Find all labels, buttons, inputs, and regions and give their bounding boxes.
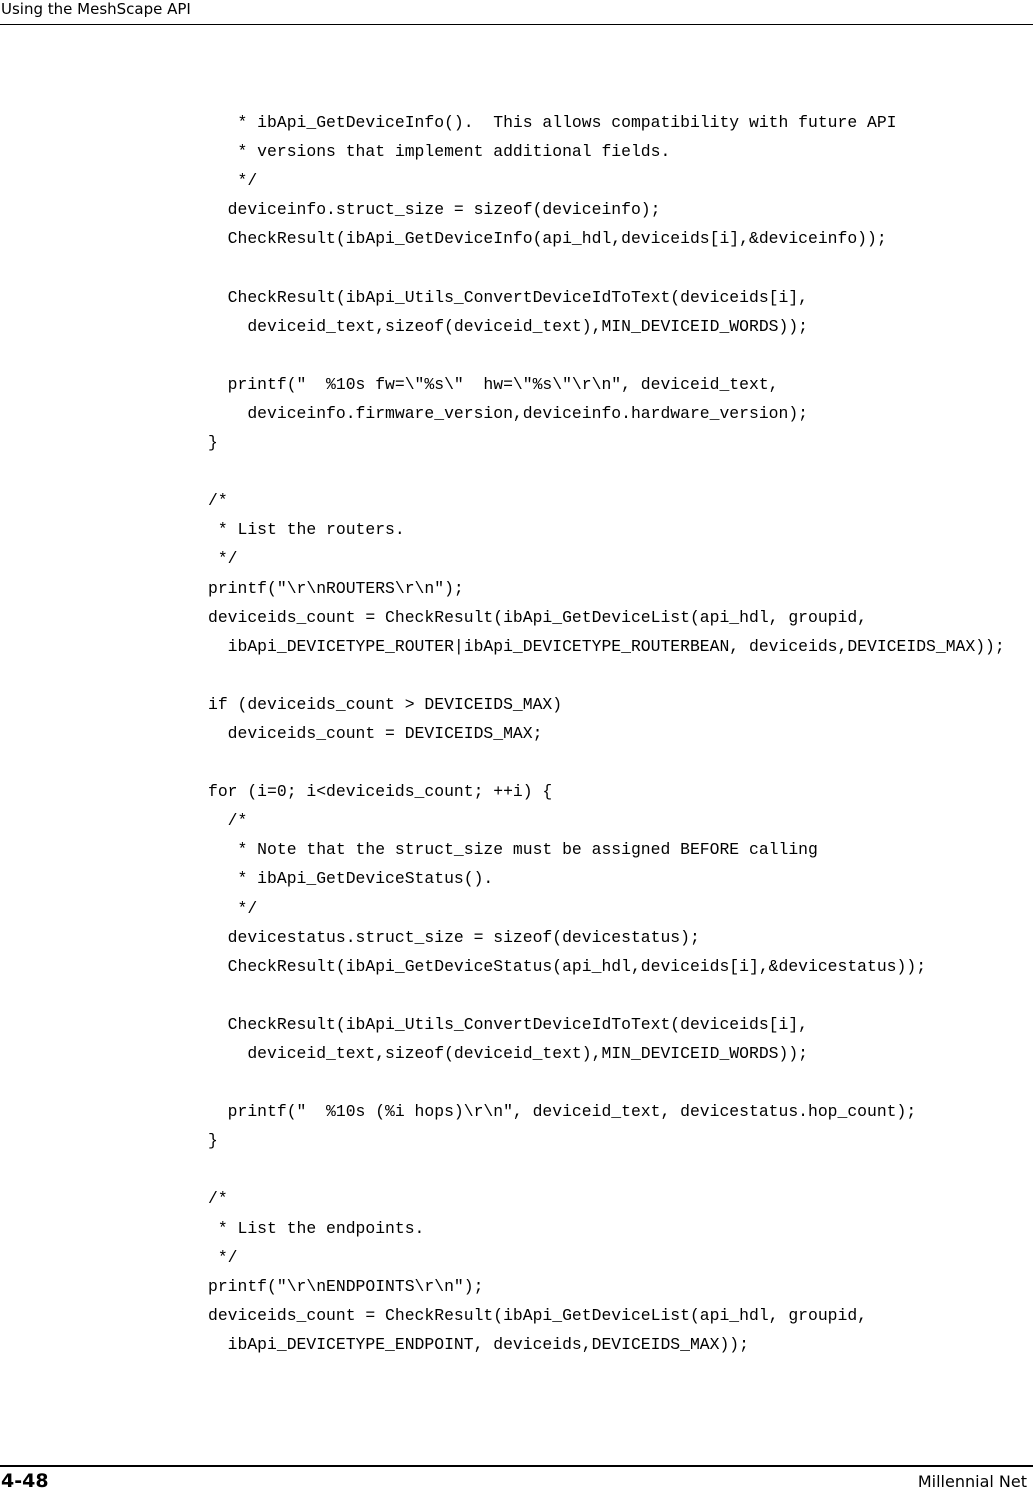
code-line: * ibApi_GetDeviceInfo(). This allows compatibility with future API — [208, 113, 897, 132]
code-line: } — [208, 1131, 218, 1151]
code-line: if (deviceids_count > DEVICEIDS_MAX) — [208, 694, 563, 714]
code-line: /* — [208, 491, 228, 511]
code-line: ibApi_DEVICETYPE_ENDPOINT, deviceids,DEVICEIDS_MAX)); — [208, 1334, 749, 1354]
code-line: printf("\r\nROUTERS\r\n"); — [208, 578, 464, 598]
running-header — [0, 0, 1033, 25]
code-line: deviceids_count = CheckResult(ibApi_GetDeviceList(api_hdl, groupid, — [208, 607, 868, 627]
code-line: for (i=0; i<deviceids_count; ++i) { — [208, 782, 553, 802]
code-line: */ — [208, 171, 258, 191]
code-line: deviceinfo.struct_size = sizeof(deviceinfo); — [208, 200, 661, 220]
code-line: CheckResult(ibApi_Utils_ConvertDeviceIdToText(deviceids[i], — [208, 287, 808, 307]
code-line — [208, 1155, 1028, 1184]
code-line: deviceids_count = DEVICEIDS_MAX; — [208, 723, 543, 743]
code-line: deviceid_text,sizeof(deviceid_text),MIN_DEVICEID_WORDS)); — [208, 1044, 808, 1063]
code-line: /* — [208, 1189, 228, 1209]
running-footer — [0, 1465, 1033, 1496]
code-line: * ibApi_GetDeviceStatus(). — [208, 869, 494, 889]
code-line: deviceinfo.firmware_version,deviceinfo.hardware_version); — [208, 403, 808, 423]
page-number: 4-48 — [1, 1470, 49, 1492]
code-line: printf(" %10s fw=\"%s\" hw=\"%s\"\r\n", deviceid_text, — [208, 374, 779, 394]
code-line: printf(" %10s (%i hops)\r\n", deviceid_text, devicestatus.hop_count); — [208, 1102, 917, 1122]
code-line: ibApi_DEVICETYPE_ROUTER|ibApi_DEVICETYPE_ROUTERBEAN, deviceids,DEVICEIDS_MAX)); — [208, 636, 1005, 656]
code-line: */ — [208, 898, 258, 918]
code-listing — [208, 108, 1028, 1359]
code-line: /* — [208, 811, 248, 831]
code-line: */ — [208, 549, 238, 569]
code-line — [208, 748, 1028, 777]
code-line — [208, 981, 1028, 1010]
code-line: deviceid_text,sizeof(deviceid_text),MIN_DEVICEID_WORDS)); — [208, 316, 808, 336]
code-line: * Note that the struct_size must be assigned BEFORE calling — [208, 840, 818, 860]
code-line: CheckResult(ibApi_GetDeviceStatus(api_hdl,deviceids[i],&devicestatus)); — [208, 956, 927, 976]
code-line: CheckResult(ibApi_GetDeviceInfo(api_hdl,deviceids[i],&deviceinfo)); — [208, 229, 887, 249]
code-line: printf("\r\nENDPOINTS\r\n"); — [208, 1276, 484, 1296]
section-title: Using the MeshScape API — [1, 0, 191, 18]
code-line: * List the routers. — [208, 520, 405, 540]
code-line: } — [208, 433, 218, 453]
code-line: devicestatus.struct_size = sizeof(devicestatus); — [208, 927, 700, 947]
publisher-name: Millennial Net — [917, 1472, 1027, 1491]
code-line — [208, 457, 1028, 486]
code-line — [208, 1068, 1028, 1097]
code-line: deviceids_count = CheckResult(ibApi_GetDeviceList(api_hdl, groupid, — [208, 1305, 868, 1325]
code-line — [208, 341, 1028, 370]
code-line: */ — [208, 1247, 238, 1267]
code-line — [208, 253, 1028, 282]
code-line: CheckResult(ibApi_Utils_ConvertDeviceIdToText(deviceids[i], — [208, 1014, 808, 1034]
code-line — [208, 661, 1028, 690]
code-line: * List the endpoints. — [208, 1218, 425, 1238]
code-line: * versions that implement additional fields. — [208, 142, 671, 162]
